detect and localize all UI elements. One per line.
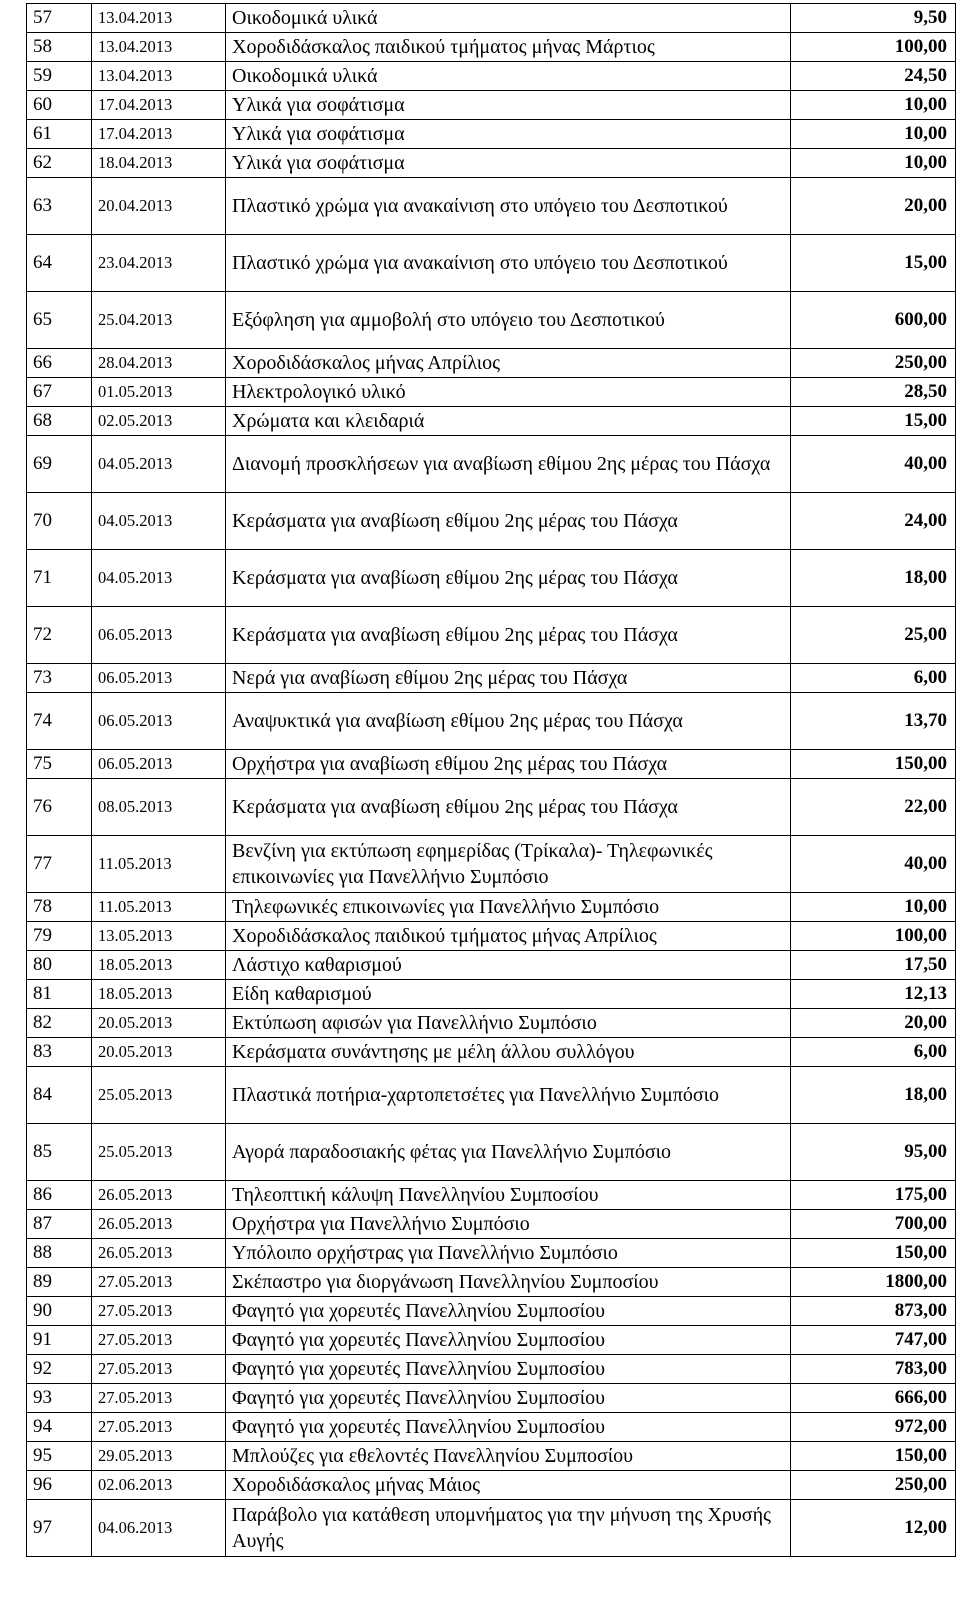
row-description: Οικοδομικά υλικά — [226, 62, 791, 91]
row-number: 63 — [27, 178, 92, 235]
row-number: 65 — [27, 292, 92, 349]
row-description: Κεράσματα για αναβίωση εθίμου 2ης μέρας του Πάσχα — [226, 493, 791, 550]
row-description: Χοροδιδάσκαλος μήνας Μάιος — [226, 1471, 791, 1500]
row-number: 96 — [27, 1471, 92, 1500]
row-number: 74 — [27, 693, 92, 750]
row-description: Είδη καθαρισμού — [226, 980, 791, 1009]
row-date: 06.05.2013 — [92, 664, 226, 693]
row-amount: 175,00 — [791, 1181, 956, 1210]
table-row — [27, 779, 956, 836]
table-row — [27, 1067, 956, 1124]
row-date: 04.05.2013 — [92, 493, 226, 550]
row-amount: 9,50 — [791, 4, 956, 33]
table-row — [27, 91, 956, 120]
table-row — [27, 436, 956, 493]
row-description: Κεράσματα συνάντησης με μέλη άλλου συλλόγου — [226, 1038, 791, 1067]
row-amount: 747,00 — [791, 1326, 956, 1355]
row-amount: 18,00 — [791, 1067, 956, 1124]
table-row — [27, 1355, 956, 1384]
row-number: 78 — [27, 893, 92, 922]
row-date: 18.05.2013 — [92, 951, 226, 980]
row-description: Κεράσματα για αναβίωση εθίμου 2ης μέρας του Πάσχα — [226, 779, 791, 836]
table-row — [27, 407, 956, 436]
table-row — [27, 1210, 956, 1239]
row-date: 26.05.2013 — [92, 1210, 226, 1239]
table-row — [27, 4, 956, 33]
row-number: 94 — [27, 1413, 92, 1442]
row-date: 13.05.2013 — [92, 922, 226, 951]
table-row — [27, 378, 956, 407]
row-amount: 6,00 — [791, 1038, 956, 1067]
row-date: 17.04.2013 — [92, 91, 226, 120]
table-row — [27, 1500, 956, 1557]
row-number: 57 — [27, 4, 92, 33]
row-description: Ορχήστρα για Πανελλήνιο Συμπόσιο — [226, 1210, 791, 1239]
row-amount: 10,00 — [791, 893, 956, 922]
table-row — [27, 980, 956, 1009]
row-amount: 15,00 — [791, 235, 956, 292]
row-date: 06.05.2013 — [92, 607, 226, 664]
row-number: 79 — [27, 922, 92, 951]
row-number: 95 — [27, 1442, 92, 1471]
row-description: Εξόφληση για αμμοβολή στο υπόγειο του Δεσποτικού — [226, 292, 791, 349]
row-amount: 873,00 — [791, 1297, 956, 1326]
row-description: Φαγητό για χορευτές Πανελληνίου Συμποσίου — [226, 1326, 791, 1355]
row-amount: 100,00 — [791, 922, 956, 951]
row-description: Παράβολο για κατάθεση υπομνήματος για την μήνυση της Χρυσής Αυγής — [226, 1500, 791, 1557]
row-date: 27.05.2013 — [92, 1413, 226, 1442]
row-amount: 100,00 — [791, 33, 956, 62]
row-number: 76 — [27, 779, 92, 836]
row-amount: 12,13 — [791, 980, 956, 1009]
row-description: Τηλεοπτική κάλυψη Πανελληνίου Συμποσίου — [226, 1181, 791, 1210]
row-amount: 150,00 — [791, 1442, 956, 1471]
table-row — [27, 1326, 956, 1355]
row-description: Κεράσματα για αναβίωση εθίμου 2ης μέρας του Πάσχα — [226, 607, 791, 664]
row-description: Υπόλοιπο ορχήστρας για Πανελλήνιο Συμπόσιο — [226, 1239, 791, 1268]
row-amount: 15,00 — [791, 407, 956, 436]
row-description: Λάστιχο καθαρισμού — [226, 951, 791, 980]
row-date: 23.04.2013 — [92, 235, 226, 292]
row-description: Κεράσματα για αναβίωση εθίμου 2ης μέρας του Πάσχα — [226, 550, 791, 607]
row-date: 13.04.2013 — [92, 33, 226, 62]
row-description: Χοροδιδάσκαλος παιδικού τμήματος μήνας Μάρτιος — [226, 33, 791, 62]
row-number: 92 — [27, 1355, 92, 1384]
row-number: 73 — [27, 664, 92, 693]
row-description: Χοροδιδάσκαλος μήνας Απρίλιος — [226, 349, 791, 378]
table-row — [27, 1124, 956, 1181]
row-number: 87 — [27, 1210, 92, 1239]
row-number: 61 — [27, 120, 92, 149]
row-amount: 783,00 — [791, 1355, 956, 1384]
row-description: Πλαστικό χρώμα για ανακαίνιση στο υπόγειο του Δεσποτικού — [226, 178, 791, 235]
row-amount: 250,00 — [791, 349, 956, 378]
row-number: 81 — [27, 980, 92, 1009]
row-number: 93 — [27, 1384, 92, 1413]
table-row — [27, 893, 956, 922]
row-amount: 40,00 — [791, 436, 956, 493]
row-date: 27.05.2013 — [92, 1326, 226, 1355]
row-date: 04.05.2013 — [92, 436, 226, 493]
row-date: 01.05.2013 — [92, 378, 226, 407]
table-row — [27, 1038, 956, 1067]
row-date: 27.05.2013 — [92, 1297, 226, 1326]
table-row — [27, 1268, 956, 1297]
row-description: Ηλεκτρολογικό υλικό — [226, 378, 791, 407]
row-description: Φαγητό για χορευτές Πανελληνίου Συμποσίου — [226, 1413, 791, 1442]
row-date: 28.04.2013 — [92, 349, 226, 378]
table-row — [27, 120, 956, 149]
row-number: 84 — [27, 1067, 92, 1124]
row-amount: 250,00 — [791, 1471, 956, 1500]
row-amount: 20,00 — [791, 1009, 956, 1038]
row-number: 82 — [27, 1009, 92, 1038]
row-amount: 700,00 — [791, 1210, 956, 1239]
table-row — [27, 292, 956, 349]
row-amount: 24,50 — [791, 62, 956, 91]
row-number: 91 — [27, 1326, 92, 1355]
row-number: 90 — [27, 1297, 92, 1326]
row-amount: 18,00 — [791, 550, 956, 607]
row-date: 20.04.2013 — [92, 178, 226, 235]
row-number: 66 — [27, 349, 92, 378]
row-amount: 6,00 — [791, 664, 956, 693]
table-row — [27, 1297, 956, 1326]
row-date: 17.04.2013 — [92, 120, 226, 149]
table-row — [27, 750, 956, 779]
expense-table — [26, 3, 956, 1557]
row-amount: 13,70 — [791, 693, 956, 750]
row-description: Φαγητό για χορευτές Πανελληνίου Συμποσίου — [226, 1355, 791, 1384]
row-number: 85 — [27, 1124, 92, 1181]
row-description: Χρώματα και κλειδαριά — [226, 407, 791, 436]
table-row — [27, 1239, 956, 1268]
row-amount: 10,00 — [791, 91, 956, 120]
row-number: 69 — [27, 436, 92, 493]
table-row — [27, 1009, 956, 1038]
row-description: Σκέπαστρο για διοργάνωση Πανελληνίου Συμποσίου — [226, 1268, 791, 1297]
row-description: Φαγητό για χορευτές Πανελληνίου Συμποσίου — [226, 1297, 791, 1326]
row-date: 02.06.2013 — [92, 1471, 226, 1500]
row-description: Αγορά παραδοσιακής φέτας για Πανελλήνιο Συμπόσιο — [226, 1124, 791, 1181]
row-date: 20.05.2013 — [92, 1009, 226, 1038]
table-row — [27, 235, 956, 292]
row-amount: 12,00 — [791, 1500, 956, 1557]
row-number: 80 — [27, 951, 92, 980]
table-row — [27, 1181, 956, 1210]
row-description: Χοροδιδάσκαλος παιδικού τμήματος μήνας Απρίλιος — [226, 922, 791, 951]
row-date: 13.04.2013 — [92, 62, 226, 91]
row-number: 67 — [27, 378, 92, 407]
row-number: 88 — [27, 1239, 92, 1268]
row-date: 06.05.2013 — [92, 693, 226, 750]
row-date: 25.05.2013 — [92, 1124, 226, 1181]
table-row — [27, 1442, 956, 1471]
row-amount: 25,00 — [791, 607, 956, 664]
row-amount: 28,50 — [791, 378, 956, 407]
row-date: 20.05.2013 — [92, 1038, 226, 1067]
row-amount: 10,00 — [791, 120, 956, 149]
table-row — [27, 149, 956, 178]
row-description: Υλικά για σοφάτισμα — [226, 149, 791, 178]
table-row — [27, 693, 956, 750]
row-date: 27.05.2013 — [92, 1384, 226, 1413]
row-number: 72 — [27, 607, 92, 664]
table-row — [27, 836, 956, 893]
row-description: Τηλεφωνικές επικοινωνίες για Πανελλήνιο Συμπόσιο — [226, 893, 791, 922]
row-date: 26.05.2013 — [92, 1239, 226, 1268]
row-date: 29.05.2013 — [92, 1442, 226, 1471]
row-date: 25.04.2013 — [92, 292, 226, 349]
row-number: 68 — [27, 407, 92, 436]
row-amount: 1800,00 — [791, 1268, 956, 1297]
row-number: 70 — [27, 493, 92, 550]
row-date: 04.06.2013 — [92, 1500, 226, 1557]
row-amount: 666,00 — [791, 1384, 956, 1413]
row-amount: 972,00 — [791, 1413, 956, 1442]
row-number: 75 — [27, 750, 92, 779]
row-amount: 24,00 — [791, 493, 956, 550]
row-number: 60 — [27, 91, 92, 120]
row-date: 02.05.2013 — [92, 407, 226, 436]
row-date: 04.05.2013 — [92, 550, 226, 607]
table-row — [27, 664, 956, 693]
row-date: 13.04.2013 — [92, 4, 226, 33]
table-row — [27, 607, 956, 664]
row-number: 59 — [27, 62, 92, 91]
row-description: Μπλούζες για εθελοντές Πανελληνίου Συμποσίου — [226, 1442, 791, 1471]
table-row — [27, 1413, 956, 1442]
row-description: Ορχήστρα για αναβίωση εθίμου 2ης μέρας του Πάσχα — [226, 750, 791, 779]
row-description: Διανομή προσκλήσεων για αναβίωση εθίμου 2ης μέρας του Πάσχα — [226, 436, 791, 493]
row-number: 89 — [27, 1268, 92, 1297]
row-amount: 22,00 — [791, 779, 956, 836]
row-number: 58 — [27, 33, 92, 62]
row-number: 71 — [27, 550, 92, 607]
row-amount: 20,00 — [791, 178, 956, 235]
expense-rows — [27, 4, 956, 1557]
table-row — [27, 550, 956, 607]
row-description: Νερά για αναβίωση εθίμου 2ης μέρας του Πάσχα — [226, 664, 791, 693]
row-description: Εκτύπωση αφισών για Πανελλήνιο Συμπόσιο — [226, 1009, 791, 1038]
row-date: 26.05.2013 — [92, 1181, 226, 1210]
row-description: Αναψυκτικά για αναβίωση εθίμου 2ης μέρας του Πάσχα — [226, 693, 791, 750]
row-description: Υλικά για σοφάτισμα — [226, 120, 791, 149]
table-row — [27, 922, 956, 951]
row-description: Οικοδομικά υλικά — [226, 4, 791, 33]
row-description: Βενζίνη για εκτύπωση εφημερίδας (Τρίκαλα)- Τηλεφωνικές επικοινωνίες για Πανελλήνιο Συμπόσιο — [226, 836, 791, 893]
row-amount: 600,00 — [791, 292, 956, 349]
row-description: Φαγητό για χορευτές Πανελληνίου Συμποσίου — [226, 1384, 791, 1413]
row-number: 64 — [27, 235, 92, 292]
table-row — [27, 951, 956, 980]
table-row — [27, 1384, 956, 1413]
row-number: 86 — [27, 1181, 92, 1210]
row-date: 18.04.2013 — [92, 149, 226, 178]
row-number: 62 — [27, 149, 92, 178]
table-row — [27, 62, 956, 91]
row-number: 77 — [27, 836, 92, 893]
table-row — [27, 493, 956, 550]
table-row — [27, 33, 956, 62]
row-amount: 150,00 — [791, 1239, 956, 1268]
row-date: 11.05.2013 — [92, 836, 226, 893]
row-amount: 10,00 — [791, 149, 956, 178]
row-description: Πλαστικά ποτήρια-χαρτοπετσέτες για Πανελλήνιο Συμπόσιο — [226, 1067, 791, 1124]
row-date: 11.05.2013 — [92, 893, 226, 922]
row-date: 18.05.2013 — [92, 980, 226, 1009]
row-amount: 95,00 — [791, 1124, 956, 1181]
row-date: 27.05.2013 — [92, 1355, 226, 1384]
row-amount: 40,00 — [791, 836, 956, 893]
row-description: Πλαστικό χρώμα για ανακαίνιση στο υπόγειο του Δεσποτικού — [226, 235, 791, 292]
row-date: 25.05.2013 — [92, 1067, 226, 1124]
row-description: Υλικά για σοφάτισμα — [226, 91, 791, 120]
row-date: 08.05.2013 — [92, 779, 226, 836]
row-amount: 17,50 — [791, 951, 956, 980]
row-date: 27.05.2013 — [92, 1268, 226, 1297]
row-number: 83 — [27, 1038, 92, 1067]
row-date: 06.05.2013 — [92, 750, 226, 779]
table-row — [27, 349, 956, 378]
row-amount: 150,00 — [791, 750, 956, 779]
table-row — [27, 1471, 956, 1500]
table-row — [27, 178, 956, 235]
row-number: 97 — [27, 1500, 92, 1557]
